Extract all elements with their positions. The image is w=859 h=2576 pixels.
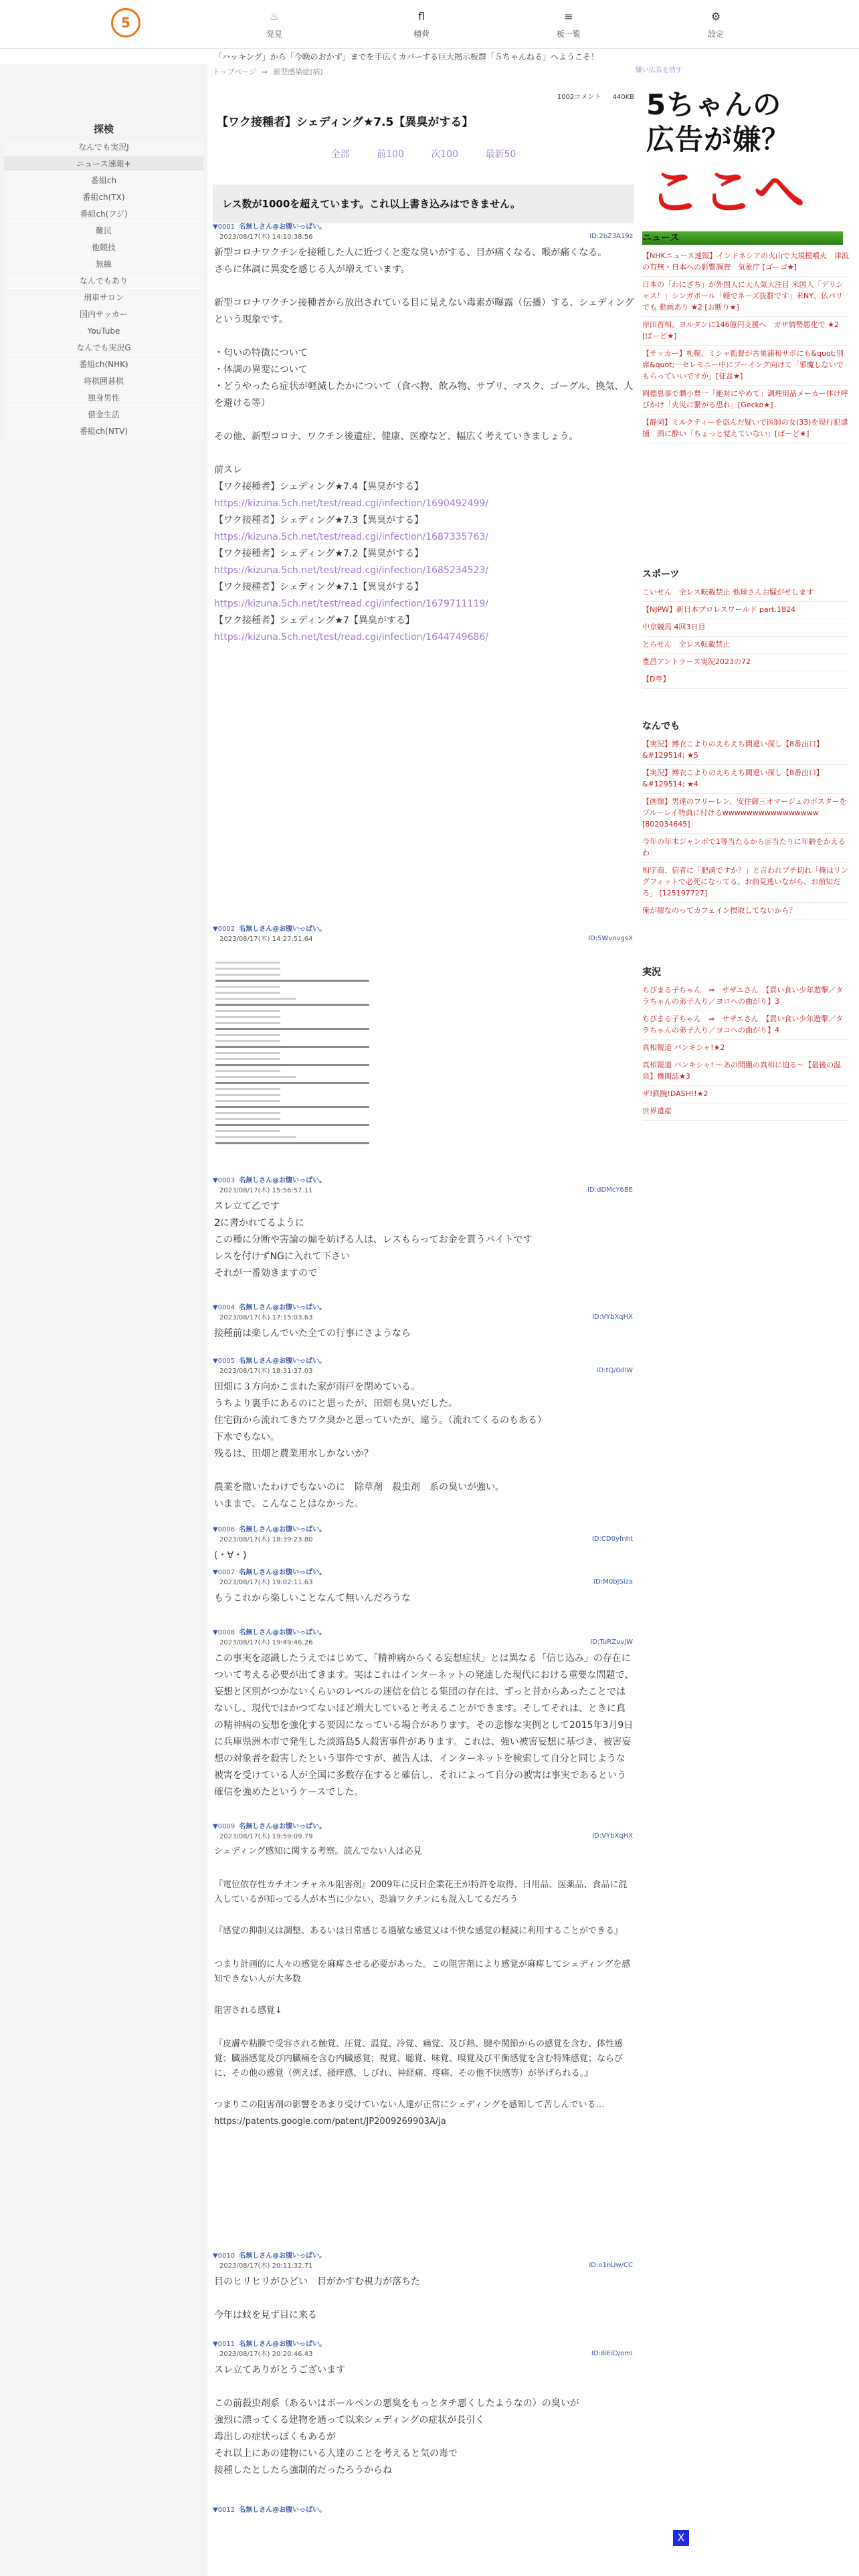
right-sidebar [636, 64, 850, 1115]
post-body [213, 245, 634, 646]
image-text-line [215, 1046, 369, 1048]
post-number[interactable]: 0010 [217, 2252, 235, 2260]
section-link[interactable]: 【NJPW】新日本プロレスワールド part.1824 [642, 602, 850, 619]
section-link[interactable]: 【サッカー】札幌、ミシャ監督が古巣浦和サポにも&quot;別席&quot;一セレモニー中にブーイング向けて「邪魔しないでもらっていいですか」[征盆★] [642, 346, 850, 386]
post-0007 [213, 1568, 634, 1607]
nav-board-list[interactable] [542, 9, 595, 39]
post-line: 2に書かれてるように [214, 1218, 304, 1228]
image-text-line [215, 980, 369, 982]
post-arrow-icon: ▼ [213, 2252, 218, 2260]
sidebar-board-link[interactable]: 番組ch(フジ) [4, 207, 203, 222]
post-line: 新型コロナワクチンを接種した人に近づくと変な臭いがする、目が痛くなる、喉が痛くなる。 [214, 247, 607, 258]
thread-main [213, 64, 634, 2514]
section-link[interactable]: とらせん 全レス転載禁止 [642, 637, 850, 654]
section-link[interactable]: ザ!鉄腕!DASH!!★2 [642, 1086, 850, 1103]
post-line [214, 445, 634, 462]
right-section-4 [642, 965, 850, 1121]
image-text-line [215, 1052, 280, 1054]
post-line: 農業を撒いたわけでもないのに 除草剤 殺虫剤 系の臭いが強い。 [214, 1482, 504, 1493]
post-line: 阻害される感覚↓ [214, 2006, 282, 2016]
sidebar-board-link[interactable]: 難民 [4, 223, 203, 239]
post-line: それ以上にあの建物にいる人達のことを考えると気の毒で [214, 2448, 458, 2459]
post-line [214, 2081, 634, 2098]
post-0001 [213, 222, 634, 646]
breadcrumb-board[interactable]: 新型感染症(病) [273, 68, 323, 76]
section-link[interactable]: 今年の年末ジャンボで1等当たるから＠当たりに年齢をかえるわ [642, 834, 850, 863]
post-line: つまり計画的に人々の感覚を麻痺させる必要があった。この阻害剤により感覚が麻痺してシェディングを感知できない人が大多数 [214, 1959, 631, 1984]
post-arrow-icon: ▼ [213, 2506, 218, 2514]
sidebar-board-link[interactable]: なんでも実況G [4, 340, 203, 356]
image-text-line [215, 986, 280, 988]
poster-id[interactable]: ID:o1nUw/CC [589, 2262, 633, 2269]
section-title: ニュース [642, 233, 680, 243]
post-line: ・匂いの特徴について [214, 348, 308, 358]
breadcrumb-separator: ⇒ [262, 68, 268, 76]
post-line: 『皮膚や粘膜で受容される触覚、圧覚、温覚、冷覚、痛覚、及び熱、腱や関節からの感覚を含む、体性感覚；臓器感覚及び内臓痛を含む内臓感覚；視覚、聴覚、味覚、嗅覚及び平衡感覚を含む特殊感覚；ならびに、その他の感覚（例えば、掻痒感、しびれ、神経痛、疼痛、その他不快感等）が挙げられる。』 [214, 2039, 624, 2078]
image-text-line [215, 1106, 369, 1108]
post-line [214, 1861, 634, 1878]
post-line [214, 1907, 634, 1924]
poster-name: 名無しさん@お腹いっぱい。 [239, 2506, 326, 2514]
post-body [213, 1198, 634, 1282]
post-line: シェディング感知に関する考察。読んでない人は必見 [214, 1846, 422, 1856]
image-text-line [215, 992, 280, 994]
image-text-line [215, 1016, 280, 1018]
nav-label: 設定 [707, 29, 724, 39]
post-header [213, 924, 634, 944]
thread-link[interactable]: https://kizuna.5ch.net/test/read.cgi/infection/1685234523/ [214, 565, 489, 576]
image-text-line [215, 1004, 369, 1006]
post-date: 2023/08/17(木) 18:31:37.03 [219, 1368, 313, 1375]
settings-icon: ⚙ [710, 10, 721, 23]
poster-name: 名無しさん@お腹いっぱい。 [239, 1358, 326, 1365]
poster-name: 名無しさん@お腹いっぱい。 [239, 1823, 326, 1830]
poster-name: 名無しさん@お腹いっぱい。 [239, 1177, 326, 1184]
post-0004 [213, 1303, 634, 1342]
nav-settings[interactable] [689, 9, 743, 39]
pager-prev100[interactable]: 前100 [377, 149, 404, 160]
post-line: 【ワク接種者】シェディング★7.1【異臭がする】 [214, 582, 424, 593]
image-text-line [215, 974, 280, 976]
post-arrow-icon: ▼ [213, 1629, 218, 1636]
image-text-line [215, 1118, 280, 1120]
section-link[interactable]: 【画像】男達のフリーレン、安住御三オマージュのポスターをプルーレイ特典に付けるwwwwwwwwwwwwwwww [802034645] [642, 794, 850, 834]
post-arrow-icon: ▼ [213, 1358, 218, 1365]
post-body [213, 1844, 634, 2131]
section-link[interactable]: ちびまる子ちゃん ⇒ サザエさん 【買い食い少年遊撃／タラちゃんの弟子入り／ヨコへの曲がり】3 [642, 982, 850, 1011]
poster-id[interactable]: ID:2bZ3A19z [589, 233, 633, 240]
pager-next100[interactable]: 次100 [431, 149, 459, 160]
image-text-line [215, 1034, 280, 1036]
post-0003 [213, 1176, 634, 1282]
post-line: さらに体調に異変を感じる人が増えています。 [214, 264, 410, 275]
image-text-line [215, 1010, 280, 1012]
post-line: 下水でもない。 [214, 1432, 280, 1442]
post-line: ・どうやったら症状が軽減したかについて（食べ物、飲み物、サプリ、マスク、ゴーグル、換気、人を避ける等） [214, 381, 634, 409]
right-section-1 [642, 231, 850, 443]
image-text-line [215, 1094, 280, 1096]
post-line: 残るは、田畑と農業用水しかないか？ [214, 1448, 373, 1459]
post-body [213, 1650, 634, 1801]
image-text-line [215, 1028, 369, 1030]
sidebar-board-link[interactable]: 他競技 [4, 240, 203, 255]
post-header [213, 1303, 634, 1323]
post-0011 [213, 2339, 634, 2479]
poster-name: 名無しさん@お腹いっぱい。 [239, 926, 326, 933]
section-link[interactable]: 俺が甜なのってカフェイン摂取してないから？ [642, 903, 850, 920]
post-line [214, 2379, 634, 2395]
thread-link[interactable]: https://kizuna.5ch.net/test/read.cgi/infection/1679711119/ [214, 599, 489, 609]
image-text-line [215, 1112, 280, 1114]
post-arrow-icon: ▼ [213, 1569, 218, 1576]
post-header [213, 1176, 634, 1196]
post-line [214, 412, 634, 429]
image-text-line [215, 1022, 280, 1024]
nav-label: 板一覧 [556, 29, 581, 39]
sidebar-board-link[interactable]: なんでも実況J [4, 140, 203, 155]
post-number[interactable]: 0011 [217, 2341, 235, 2348]
section-link[interactable]: 【実況】博衣こよりのえちえち間違い探し【8番出口】&#129514; ★5 [642, 736, 850, 765]
post-line [214, 1987, 634, 2004]
image-text-line [215, 1058, 280, 1060]
nav-label: 積荷 [413, 29, 430, 39]
post-arrow-icon: ▼ [213, 1823, 218, 1830]
section-link[interactable]: 相字商、信者に「肥満ですか？」と言われブチ切れ「俺はリングフィットで必死になってる。お前見逃いながら、お前知だろ」 [125197727] [642, 863, 850, 903]
poster-id[interactable]: ID:8iEiD/omI [591, 2350, 633, 2357]
post-line [214, 278, 634, 295]
post-number[interactable]: 0004 [217, 1304, 235, 1311]
post-line: 【ワク接種者】シェディング★7【異臭がする】 [214, 615, 415, 626]
image-text-line [215, 1088, 280, 1090]
poster-id[interactable]: ID:dDMcY6BE [587, 1186, 633, 1194]
post-line: この事実を認識したうえではじめて、「精神病からくる妄想症状」とは異なる「信じ込み」の存在について考える必要が出てきます。実はこれはインターネットの発達した現代における重要な問題で、妄想と区別がつかないくらいのレベルの迷信を信じる集団の存在は、ずっと昔からあったことではないし、現代ではかつてないほど増大していると考えることができます。そしてそれは、ときに真の精神病の妄想を強化する要因になっている場合があります。その悲惨な実例として2015年3月9日に兵庫県洲本市で発生した淡路島5人殺害事件があります。これは、強い被害妄想に基づき、被害妄想の対象者を殺害したという事件ですが、被告人は、インターネットを検索して自分と同じような被害を受けている人が全国に多数存在すると確信し、それによって自分の被害は事実であるという確信を強めたというケースでした。 [214, 1653, 634, 1798]
post-line: 【ワク接種者】シェディング★7.2【異臭がする】 [214, 548, 424, 559]
post-date: 2023/08/17(木) 19:02:11.63 [219, 1579, 313, 1586]
section-link[interactable]: 【実況】博衣こよりのえちえち間違い探し【8番出口】&#129514; ★4 [642, 765, 850, 794]
post-header [213, 1822, 634, 1842]
post-0002 [213, 924, 634, 947]
post-line: スレ立てありがとうございます [214, 2365, 345, 2375]
pager [213, 147, 634, 160]
top-navigation [0, 0, 859, 49]
section-link[interactable]: 岡德息事で購小豊一「絶対にやめて」調理用品メーカー体け呼びかけ「火災に繋がる恐れ」[Gecko★] [642, 386, 850, 415]
section-link[interactable]: 世界遺産 [642, 1103, 850, 1121]
sidebar-board-link[interactable]: 国内サッカー [4, 307, 203, 322]
post-line: つまりこの阻害剤の影響をあまり受けていない人達が正常にシェディングを感知して苦しんでいる… [214, 2100, 605, 2110]
section-link[interactable]: 【NHKニュース速報】インドネシアの火山で大規模噴火 津波の有無・日本への影響調査 気象庁 [ゴーゴ★] [642, 248, 850, 277]
breadcrumb-top[interactable]: トップページ [213, 68, 257, 76]
image-text-line [215, 1040, 280, 1042]
post-header [213, 222, 634, 242]
nav-discover[interactable] [248, 9, 301, 39]
image-text-line [215, 968, 280, 970]
post-line: その他、新型コロナ、ワクチン後遺症、健康、医療など、幅広く考えていきましょう。 [214, 431, 579, 442]
sidebar-board-link[interactable]: 刑車サロン [4, 290, 203, 306]
poster-name: 名無しさん@お腹いっぱい。 [239, 2252, 326, 2260]
post-line: 住宅街から流れてきたワク臭かと思っていたが、違う。（流れてくるのもある） [214, 1415, 547, 1426]
post-line: もうこれから楽しいことなんて無いんだろうな [214, 1593, 411, 1604]
post-header [213, 2505, 634, 2515]
flame-icon: ♨ [269, 10, 280, 23]
thread-link[interactable]: https://kizuna.5ch.net/test/read.cgi/infection/1644749686/ [214, 632, 489, 643]
post-body [213, 1379, 634, 1513]
post-header [213, 2339, 634, 2359]
sidebar-board-link[interactable]: 番組ch [4, 173, 203, 189]
post-body [213, 2362, 634, 2479]
image-text-line [215, 1076, 296, 1078]
post-date: 2023/08/17(木) 14:27:51.64 [219, 936, 313, 943]
image-text-line [215, 1136, 296, 1138]
post-line: 『感覚の抑制又は調整、あるいは日常感じる過敏な感覚又は不快な感覚の軽減に利用することができる』 [214, 1926, 624, 1936]
list-icon: ≡ [564, 10, 573, 23]
poster-name: 名無しさん@お腹いっぱい。 [239, 1569, 326, 1576]
post-line: スレ立て乙です [214, 1201, 280, 1212]
image-text-line [215, 1070, 280, 1072]
post-header [213, 2251, 634, 2271]
sidebar-board-link[interactable]: YouTube [4, 324, 203, 339]
thread-link[interactable]: https://kizuna.5ch.net/test/read.cgi/infection/1687335763/ [214, 532, 489, 542]
post-number[interactable]: 0007 [217, 1569, 235, 1576]
poster-id[interactable]: ID:CD0yfnht [591, 1535, 633, 1543]
section-link[interactable]: 【静岡】ミルクティーを盗んだ疑いで医師の女(33)を現行犯逮捕 酒に酔い「ちょっと覚えていない」[ばーど★] [642, 415, 850, 443]
post-line [214, 2290, 634, 2307]
post-arrow-icon: ▼ [213, 1304, 218, 1311]
section-link[interactable]: 日本の「わにざち」が外国人に大人気大注目 米国人「デリシャス！」シンガポール「軽でネーズ抜群です」米NY、仏パリでも 動画あり ★2 [お断り★] [642, 277, 850, 317]
section-link[interactable]: 中京競馬 4回3日目 [642, 619, 850, 637]
post-number[interactable]: 0012 [217, 2506, 235, 2514]
post-number[interactable]: 0002 [217, 926, 235, 933]
sidebar-board-link[interactable]: 番組ch(TX) [4, 190, 203, 205]
section-link[interactable]: 豊昌アントラーズ実況2023の72 [642, 654, 850, 671]
section-link[interactable]: 真相報道 バンキシャ! 〜あの問題の真相に迫る〜【最後の温泉】機関誌★3 [642, 1057, 850, 1086]
post-0009 [213, 1822, 634, 2131]
post-number[interactable]: 0005 [217, 1358, 235, 1365]
image-text-line [215, 1100, 280, 1102]
post-line: 強烈に漂ってくる建物を通って以来シェディングの症状が長引く [214, 2415, 485, 2426]
section-link[interactable]: 【D専】 [642, 671, 850, 689]
post-number[interactable]: 0003 [217, 1177, 235, 1184]
post-body [213, 1325, 634, 1342]
post-line [214, 1463, 634, 1479]
section-link[interactable]: こいせん 全レス転載禁止 他球さんお騒がせします [642, 584, 850, 602]
post-line [214, 2020, 634, 2037]
stats-icon: fl [417, 10, 425, 23]
section-link[interactable]: ちびまる子ちゃん ⇒ サザエさん 【買い食い少年遊撃／タラちゃんの弟子入り／ヨコへの曲がり】4 [642, 1011, 850, 1040]
pager-all[interactable]: 全部 [330, 149, 350, 160]
post-number[interactable]: 0008 [217, 1629, 235, 1636]
post-number[interactable]: 0001 [217, 223, 235, 231]
post-line: この前殺虫剤系（あるいはボールペンの悪臭をもっとタチ悪くしたようなの）の臭いが [214, 2398, 579, 2409]
poster-name: 名無しさん@お腹いっぱい。 [239, 1629, 326, 1636]
sidebar-board-link[interactable]: 番組ch(NHK) [4, 357, 203, 372]
welcome-ticker: 「ハッキング」から「今晩のおかず」までを手広くカバーする巨大掲示板群「５ちゃんねる」へようこそ！ [214, 52, 599, 62]
post-line: 新型コロナワクチン接種者から放出されている目に見えない毒素が曝露（伝播）する、シェディングという現象です。 [214, 298, 634, 325]
post-line: 毒出しの症状っぽくもあるが [214, 2432, 336, 2442]
comment-count: 1002コメント [557, 94, 601, 101]
limit-warning: レス数が1000を超えています。これ以上書き込みはできません。 [213, 185, 634, 223]
poster-id[interactable]: ID:VYbXqHX [592, 1832, 633, 1840]
right-section-2 [642, 567, 850, 689]
poster-id[interactable]: ID:tQ/0dlW [596, 1367, 633, 1374]
thread-link[interactable]: https://kizuna.5ch.net/test/read.cgi/infection/1690492499/ [214, 498, 489, 509]
section-link[interactable]: 岸田首相、ヨルダンに146億円支援へ ガザ情勢悪化で ★2 [ばーど★] [642, 317, 850, 346]
post-header [213, 1356, 634, 1376]
post-line: 接種前は楽しんでいた全ての行事にさようなら [214, 1328, 411, 1339]
ad-remove-link[interactable]: 嫌い広告を消す [636, 67, 682, 74]
ad-banner[interactable] [642, 78, 843, 245]
left-sidebar [0, 64, 207, 2576]
post-number[interactable]: 0006 [217, 1526, 235, 1533]
post-header [213, 1525, 634, 1545]
sidebar-board-link[interactable]: なんでもあり [4, 274, 203, 289]
thread-meta [548, 91, 634, 101]
image-text-line [215, 962, 280, 964]
sidebar-board-link[interactable]: ニュース速報+ [4, 156, 203, 172]
section-title: 実況 [642, 967, 661, 978]
post-arrow-icon: ▼ [213, 1177, 218, 1184]
image-text-line [215, 1124, 369, 1126]
sidebar-board-link[interactable]: 独身男性 [4, 391, 203, 406]
ad-line-3: ここへ [649, 162, 807, 221]
breadcrumb [213, 64, 634, 80]
post-arrow-icon: ▼ [213, 223, 218, 231]
image-text-line [215, 1142, 369, 1144]
close-ad-button[interactable]: X [673, 2530, 689, 2546]
post-line: それが一番効きますので [214, 1268, 317, 1279]
sidebar-board-link[interactable]: 借金生活 [4, 407, 203, 423]
post-0006 [213, 1525, 634, 1564]
post-line: 目のヒリヒリがひどい 目がかすむ視力が落ちた [214, 2276, 420, 2287]
nav-cargo[interactable] [395, 9, 448, 39]
post-date: 2023/08/17(木) 19:59:09.79 [219, 1833, 313, 1840]
post-line: https://patents.google.com/patent/JP2009269903A/ja [214, 2117, 446, 2127]
poster-name: 名無しさん@お腹いっぱい。 [239, 1526, 326, 1533]
post-date: 2023/08/17(木) 20:20:46.43 [219, 2351, 313, 2358]
post-body [213, 2274, 634, 2324]
post-date: 2023/08/17(木) 15:56:57.11 [219, 1187, 313, 1194]
poster-id[interactable]: ID:TuRZuvjW [590, 1638, 633, 1646]
post-arrow-icon: ▼ [213, 926, 218, 933]
poster-name: 名無しさん@お腹いっぱい。 [239, 2341, 326, 2348]
section-title: スポーツ [642, 569, 680, 580]
poster-name: 名無しさん@お腹いっぱい。 [239, 1304, 326, 1311]
post-header [213, 1568, 634, 1588]
sidebar-heading: 探検 [93, 123, 114, 135]
image-text-line [215, 1064, 369, 1066]
pager-latest50[interactable]: 最新50 [485, 149, 516, 160]
post-header [213, 1628, 634, 1648]
post-date: 2023/08/17(木) 20:11:32.71 [219, 2262, 313, 2270]
post-arrow-icon: ▼ [213, 1526, 218, 1533]
thread-size: 440KB [612, 94, 634, 101]
right-section-3 [642, 719, 850, 920]
post-line [214, 328, 634, 345]
embedded-image[interactable] [215, 958, 416, 1148]
post-line: 『電位依存性カチオンチャネル阻害剤』2009年に反日企業花王が特許を取得、日用品、医薬品、食品に混入しているが知ってる人が本当に少ない、恐論ワクチンにも混入してるだろう [214, 1880, 628, 1905]
post-line: ・体調の異変について [214, 364, 308, 375]
sidebar-board-link[interactable]: 番組ch(NTV) [4, 424, 203, 439]
poster-id[interactable]: ID:5WvnvgsX [588, 935, 633, 942]
post-0012 [213, 2505, 634, 2518]
sidebar-board-link[interactable]: 将棋囲碁棋 [4, 374, 203, 389]
post-0008 [213, 1628, 634, 1801]
section-title: なんでも [642, 721, 680, 732]
thread-title: 【ワク接種者】シェディング★7.5【異臭がする】 [217, 116, 474, 129]
post-line: 前スレ [214, 465, 242, 475]
post-line: (・∀・) [214, 1550, 247, 1561]
post-line: 【ワク接種者】シェディング★7.4【異臭がする】 [214, 481, 424, 492]
site-logo[interactable]: 5 [111, 8, 140, 37]
post-number[interactable]: 0009 [217, 1823, 235, 1830]
post-date: 2023/08/17(木) 18:39:23.80 [219, 1536, 313, 1543]
post-body [213, 1547, 634, 1564]
image-text-line [215, 1082, 369, 1084]
section-link[interactable]: 真相報道 バンキシャ!★2 [642, 1040, 850, 1057]
nav-label: 発見 [266, 29, 282, 39]
ad-line-1: 5ちゃんの [646, 88, 782, 121]
post-line: うちより裏手にあるのにと思ったが、田畑も臭いだした。 [214, 1398, 458, 1409]
post-line: 【ワク接種者】シェディング★7.3【異臭がする】 [214, 515, 424, 526]
post-date: 2023/08/17(木) 14:10:38.56 [219, 233, 313, 241]
poster-id[interactable]: ID:M0bJSiza [593, 1578, 633, 1586]
sidebar-board-link[interactable]: 無線 [4, 257, 203, 272]
post-line [214, 1941, 634, 1957]
post-line: 接種したとしたら強制的だったろうからね [214, 2465, 392, 2476]
post-line: この種に分断や害論の煽を妨げる人は、レスもらってお金を貰うバイトです [214, 1235, 533, 1245]
image-text-line [215, 1130, 280, 1132]
post-0005 [213, 1356, 634, 1513]
post-line: 今年は蚊を見ず目に来る [214, 2310, 317, 2321]
poster-name: 名無しさん@お腹いっぱい。 [239, 223, 326, 231]
post-line: 田畑に３方向かこまれた家が雨戸を閉めている。 [214, 1382, 420, 1392]
post-0010 [213, 2251, 634, 2324]
poster-id[interactable]: ID:VYbXqHX [592, 1313, 633, 1321]
post-line: レスを付けずNGに入れて下さい [214, 1251, 350, 1262]
post-body [213, 1590, 634, 1607]
post-line: いままで、こんなことはなかった。 [214, 1499, 364, 1509]
post-date: 2023/08/17(木) 17:15:03.63 [219, 1314, 313, 1321]
post-date: 2023/08/17(木) 19:49:46.26 [219, 1639, 313, 1646]
image-text-line [215, 998, 296, 1000]
post-arrow-icon: ▼ [213, 2341, 218, 2348]
ad-line-2: 広告が嫌？ [646, 123, 791, 156]
